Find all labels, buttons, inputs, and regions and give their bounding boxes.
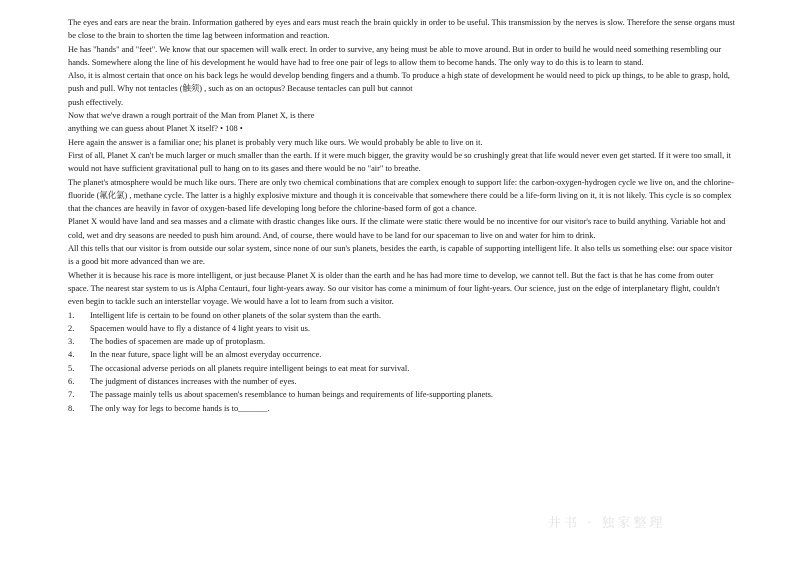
question-number: 6. [68,377,75,387]
question-number: 8. [68,403,75,413]
question-list [68,309,736,415]
paragraph: First of all, Planet X can't be much larger or much smaller than the earth. If it were much bigger, the gravity would be so crushingly great that life would never even get started. If it were too small, it would not have sufficient gravitational pull to hang on to its gases and there would be no "air" to breathe. [68,150,731,174]
question-item [68,309,736,322]
question-text: Intelligent life is certain to be found on other planets of the solar system than the earth. [90,310,381,320]
question-text: Spacemen would have to fly a distance of 4 light years to visit us. [90,323,311,333]
question-item [68,388,736,401]
paragraph: Whether it is because his race is more intelligent, or just because Planet X is older than the earth and he has had more time to develop, we cannot tell. But the fact is that he has come from outer space. The nearest star system to us is Alpha Centauri, four light-years away. So our visitor has come a minimum of four light-years. Our science, just on the edge of interplanetary flight, couldn't even begin to tackle such an interstellar voyage. We would have a lot to learn from such a visitor. [68,270,720,307]
paragraph: anything we can guess about Planet X itself? • 108 • [68,124,243,134]
question-number: 2. [68,323,75,333]
question-number: 1. [68,310,75,320]
question-text: The passage mainly tells us about spacemen's resemblance to human beings and requirements of life-supporting planets. [90,390,493,400]
paragraph: Also, it is almost certain that once on his back legs he would develop bending fingers and a thumb. To produce a high state of development he would need to pick up things, to be able to grasp, hold, push and pull. Why not tentacles (触须) , such as on an octopus? Because tentacles can pull but cannot [68,71,730,94]
question-item [68,322,736,335]
question-number: 5. [68,363,75,373]
question-item [68,402,736,415]
paragraph: Now that we've drawn a rough portrait of the Man from Planet X, is there [68,111,315,121]
question-text: The bodies of spacemen are made up of protoplasm. [90,337,266,347]
paragraph: He has "hands" and "feet". We know that our spacemen will walk erect. In order to survive, any being must be able to move around. But in order to build he would need something resembling our hands. Somewhere along the line of his development he would have had to free one pair of legs to allow them to become hands. The only way to do this is to learn to stand. [68,44,722,67]
paragraph: Here again the answer is a familiar one; his planet is probably very much like ours. We would probably be able to live on it. [68,137,483,147]
paragraph: The eyes and ears are near the brain. Information gathered by eyes and ears must reach the brain quickly in order to be useful. This transmission by the nerves is slow. Therefore the sense organs must be close to the brain to shorten the time lag between information and reaction. [68,18,735,41]
question-number: 4. [68,350,75,360]
watermark: 井书 · 独家整理 [548,516,666,531]
question-item [68,348,736,361]
paragraph: The planet's atmosphere would be much like ours. There are only two chemical combinations that are complex enough to support life: the carbon-oxygen-hydrogen cycle we live on, and the chlorine-fluoride (氟化氯) , methane cycle. The latter is a highly explosive mixture and though it is conceivable that somewhere there could be a life-form living on it, it is not likely. This cycle is so complex that the chances are heavily in favor of oxygen-based life developing long before the chlorine-based form of got a chance. [68,177,734,214]
question-item [68,375,736,388]
question-text: The judgment of distances increases with the number of eyes. [90,377,297,387]
paragraph: push effectively. [68,97,124,107]
question-text: The occasional adverse periods on all planets require intelligent beings to eat meat for survival. [90,363,410,373]
paragraph: Planet X would have land and sea masses and a climate with drastic changes like ours. If the climate were static there would be no incentive for our visitor's race to build anything. Variable hot and cold, wet and dry seasons are needed to push him around. And, of course, there would have to be land for our spaceman to live on and water for him to drink. [68,217,726,240]
question-text: In the near future, space light will be an almost everyday occurrence. [90,350,322,360]
question-item [68,362,736,375]
question-number: 7. [68,390,75,400]
question-number: 3. [68,337,75,347]
question-text: The only way for legs to become hands is to_______. [90,403,270,413]
document-body [68,16,736,415]
paragraph: All this tells that our visitor is from outside our solar system, since none of our sun's planets, besides the earth, is capable of supporting intelligent life. It also tells us something else: our space visitor is a good bit more advanced than we are. [68,244,733,267]
question-item [68,335,736,348]
